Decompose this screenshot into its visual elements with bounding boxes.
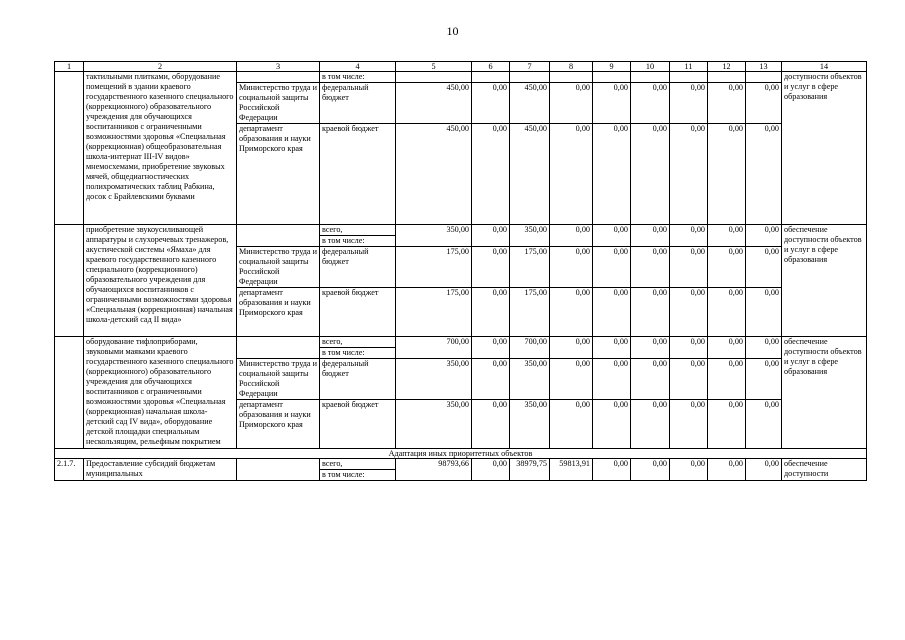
amount-cell: 0,00 xyxy=(593,359,631,400)
amount-cell xyxy=(510,72,550,83)
amount-cell: 98793,66 xyxy=(396,459,472,481)
amount-cell: 350,00 xyxy=(396,400,472,449)
amount-cell: 0,00 xyxy=(670,400,708,449)
amount-cell: 0,00 xyxy=(708,124,746,225)
amount-cell: 0,00 xyxy=(550,337,593,359)
amount-cell: 0,00 xyxy=(550,359,593,400)
column-header: 1 xyxy=(55,62,84,72)
column-header: 10 xyxy=(631,62,670,72)
page-number: 10 xyxy=(446,24,459,38)
section-title: Адаптация иных приоритетных объектов xyxy=(55,449,867,459)
item-description: Предоставление субсидий бюджетам муниципальных xyxy=(84,459,237,481)
funding-source: федеральный бюджет xyxy=(320,247,396,288)
amount-cell xyxy=(708,72,746,83)
amount-cell: 0,00 xyxy=(746,83,782,124)
amount-cell: 0,00 xyxy=(746,400,782,449)
amount-cell: 0,00 xyxy=(631,459,670,481)
amount-cell: 0,00 xyxy=(746,337,782,359)
amount-cell: 0,00 xyxy=(593,247,631,288)
column-header: 9 xyxy=(593,62,631,72)
column-header: 11 xyxy=(670,62,708,72)
amount-cell xyxy=(746,72,782,83)
amount-cell: 0,00 xyxy=(593,225,631,247)
amount-cell: 0,00 xyxy=(593,459,631,481)
amount-cell: 350,00 xyxy=(510,400,550,449)
amount-cell: 0,00 xyxy=(631,337,670,359)
executor-cell xyxy=(237,72,320,83)
total-label: всего, xyxy=(320,337,396,348)
item-code: 2.1.7. xyxy=(55,459,84,481)
including-label: в том числе: xyxy=(320,470,396,481)
amount-cell: 0,00 xyxy=(593,288,631,337)
expected-result: доступности объектов и услуг в сфере образования xyxy=(782,72,867,225)
column-header: 5 xyxy=(396,62,472,72)
executor-cell: Министерство труда и социальной защиты Российской Федерации xyxy=(237,247,320,288)
executor-cell: департамент образования и науки Приморского края xyxy=(237,124,320,225)
amount-cell: 0,00 xyxy=(746,247,782,288)
item-code xyxy=(55,72,84,225)
column-header: 13 xyxy=(746,62,782,72)
funding-source: краевой бюджет xyxy=(320,124,396,225)
amount-cell: 0,00 xyxy=(472,225,510,247)
amount-cell: 350,00 xyxy=(510,359,550,400)
amount-cell xyxy=(670,72,708,83)
amount-cell: 0,00 xyxy=(746,124,782,225)
amount-cell: 175,00 xyxy=(396,288,472,337)
amount-cell: 0,00 xyxy=(631,288,670,337)
amount-cell: 175,00 xyxy=(396,247,472,288)
column-header: 6 xyxy=(472,62,510,72)
executor-cell xyxy=(237,337,320,359)
item-description: тактильными плитками, оборудование помещений в здании краевого государственного казенного специального (коррекционного) образовательного учреждения для обучающихся воспитанников с ограниченными возможностями здоровья «Специальная (коррекционная) общеобразовательная школа-интернат III-IV видов» мнемосхемами, приобретение звуковых мячей, общедиагностических полихроматических таблиц Рабкина, досок с Брайлевскими буквами xyxy=(84,72,237,225)
amount-cell: 0,00 xyxy=(472,459,510,481)
amount-cell: 175,00 xyxy=(510,288,550,337)
amount-cell: 0,00 xyxy=(631,225,670,247)
amount-cell: 0,00 xyxy=(631,400,670,449)
item-total-row xyxy=(55,459,867,470)
column-header: 8 xyxy=(550,62,593,72)
amount-cell xyxy=(396,72,472,83)
amount-cell: 0,00 xyxy=(670,288,708,337)
amount-cell: 450,00 xyxy=(510,83,550,124)
amount-cell: 0,00 xyxy=(593,337,631,359)
amount-cell xyxy=(593,72,631,83)
header-row xyxy=(55,62,867,72)
amount-cell: 0,00 xyxy=(472,400,510,449)
block-total-row xyxy=(55,337,867,348)
amount-cell: 0,00 xyxy=(708,400,746,449)
amount-cell: 0,00 xyxy=(670,359,708,400)
amount-cell: 0,00 xyxy=(550,225,593,247)
expected-result: обеспечение доступности объектов и услуг в сфере образования xyxy=(782,337,867,449)
funding-source: краевой бюджет xyxy=(320,288,396,337)
amount-cell: 0,00 xyxy=(472,359,510,400)
amount-cell: 0,00 xyxy=(631,83,670,124)
amount-cell: 0,00 xyxy=(550,124,593,225)
amount-cell: 0,00 xyxy=(670,247,708,288)
amount-cell: 0,00 xyxy=(631,124,670,225)
amount-cell xyxy=(631,72,670,83)
amount-cell: 0,00 xyxy=(670,459,708,481)
amount-cell: 0,00 xyxy=(593,83,631,124)
including-label: в том числе: xyxy=(320,236,396,247)
expected-result: обеспечение доступности объектов и услуг в сфере образования xyxy=(782,225,867,337)
amount-cell: 350,00 xyxy=(396,225,472,247)
amount-cell: 0,00 xyxy=(670,83,708,124)
including-label: в том числе: xyxy=(320,72,396,83)
amount-cell: 175,00 xyxy=(510,247,550,288)
column-header: 3 xyxy=(237,62,320,72)
amount-cell: 350,00 xyxy=(396,359,472,400)
amount-cell: 0,00 xyxy=(708,225,746,247)
amount-cell: 0,00 xyxy=(631,247,670,288)
amount-cell xyxy=(550,72,593,83)
amount-cell: 0,00 xyxy=(550,247,593,288)
amount-cell: 450,00 xyxy=(510,124,550,225)
amount-cell: 0,00 xyxy=(472,247,510,288)
amount-cell: 38979,75 xyxy=(510,459,550,481)
executor-cell xyxy=(237,459,320,481)
amount-cell: 0,00 xyxy=(670,337,708,359)
amount-cell: 450,00 xyxy=(396,124,472,225)
expected-result: обеспечение доступности xyxy=(782,459,867,481)
amount-cell: 700,00 xyxy=(510,337,550,359)
including-label: в том числе: xyxy=(320,348,396,359)
amount-cell: 0,00 xyxy=(593,124,631,225)
item-code xyxy=(55,337,84,449)
executor-cell: департамент образования и науки Приморского края xyxy=(237,288,320,337)
amount-cell: 0,00 xyxy=(746,359,782,400)
amount-cell: 0,00 xyxy=(472,83,510,124)
amount-cell: 0,00 xyxy=(472,337,510,359)
amount-cell: 0,00 xyxy=(472,124,510,225)
amount-cell: 0,00 xyxy=(708,337,746,359)
amount-cell: 0,00 xyxy=(472,288,510,337)
section-row xyxy=(55,449,867,459)
amount-cell: 0,00 xyxy=(670,124,708,225)
amount-cell: 0,00 xyxy=(708,459,746,481)
item-description: приобретение звукоусиливающей аппаратуры и слухоречевых тренажеров, акустической системы «Ямаха» для краевого государственного казенного специального (коррекционного) образовательного учреждения для обучающихся воспитанников с ограниченными возможностями здоровья «Специальная (коррекционная) начальная школа-детский сад II вида» xyxy=(84,225,237,337)
block-including-row xyxy=(55,72,867,83)
amount-cell: 0,00 xyxy=(550,400,593,449)
total-label: всего, xyxy=(320,225,396,236)
column-header: 4 xyxy=(320,62,396,72)
amount-cell: 350,00 xyxy=(510,225,550,247)
item-code xyxy=(55,225,84,337)
block-total-row xyxy=(55,225,867,236)
amount-cell: 0,00 xyxy=(708,359,746,400)
column-header: 7 xyxy=(510,62,550,72)
executor-cell: департамент образования и науки Приморского края xyxy=(237,400,320,449)
amount-cell: 0,00 xyxy=(708,288,746,337)
executor-cell xyxy=(237,225,320,247)
amount-cell: 0,00 xyxy=(631,359,670,400)
total-label: всего, xyxy=(320,459,396,470)
item-description: оборудование тифлоприборами, звуковыми маяками краевого государственного казенного специального (коррекционного) образовательного учреждения для обучающихся воспитанников с ограниченными возможностями здоровья «Специальная (коррекционная) начальная школа-детский сад IV вида», оборудование детской площадки специальным нескользящим, рельефным покрытием xyxy=(84,337,237,449)
funding-source: краевой бюджет xyxy=(320,400,396,449)
amount-cell: 59813,91 xyxy=(550,459,593,481)
amount-cell: 0,00 xyxy=(708,247,746,288)
amount-cell: 0,00 xyxy=(708,83,746,124)
funding-source: федеральный бюджет xyxy=(320,83,396,124)
amount-cell: 0,00 xyxy=(746,288,782,337)
amount-cell: 0,00 xyxy=(746,225,782,247)
amount-cell xyxy=(472,72,510,83)
column-header: 14 xyxy=(782,62,867,72)
funding-source: федеральный бюджет xyxy=(320,359,396,400)
column-header: 12 xyxy=(708,62,746,72)
amount-cell: 0,00 xyxy=(550,83,593,124)
amount-cell: 0,00 xyxy=(670,225,708,247)
budget-table xyxy=(54,61,867,481)
amount-cell: 0,00 xyxy=(593,400,631,449)
amount-cell: 700,00 xyxy=(396,337,472,359)
column-header: 2 xyxy=(84,62,237,72)
amount-cell: 0,00 xyxy=(550,288,593,337)
executor-cell: Министерство труда и социальной защиты Российской Федерации xyxy=(237,359,320,400)
executor-cell: Министерство труда и социальной защиты Российской Федерации xyxy=(237,83,320,124)
amount-cell: 0,00 xyxy=(746,459,782,481)
amount-cell: 450,00 xyxy=(396,83,472,124)
